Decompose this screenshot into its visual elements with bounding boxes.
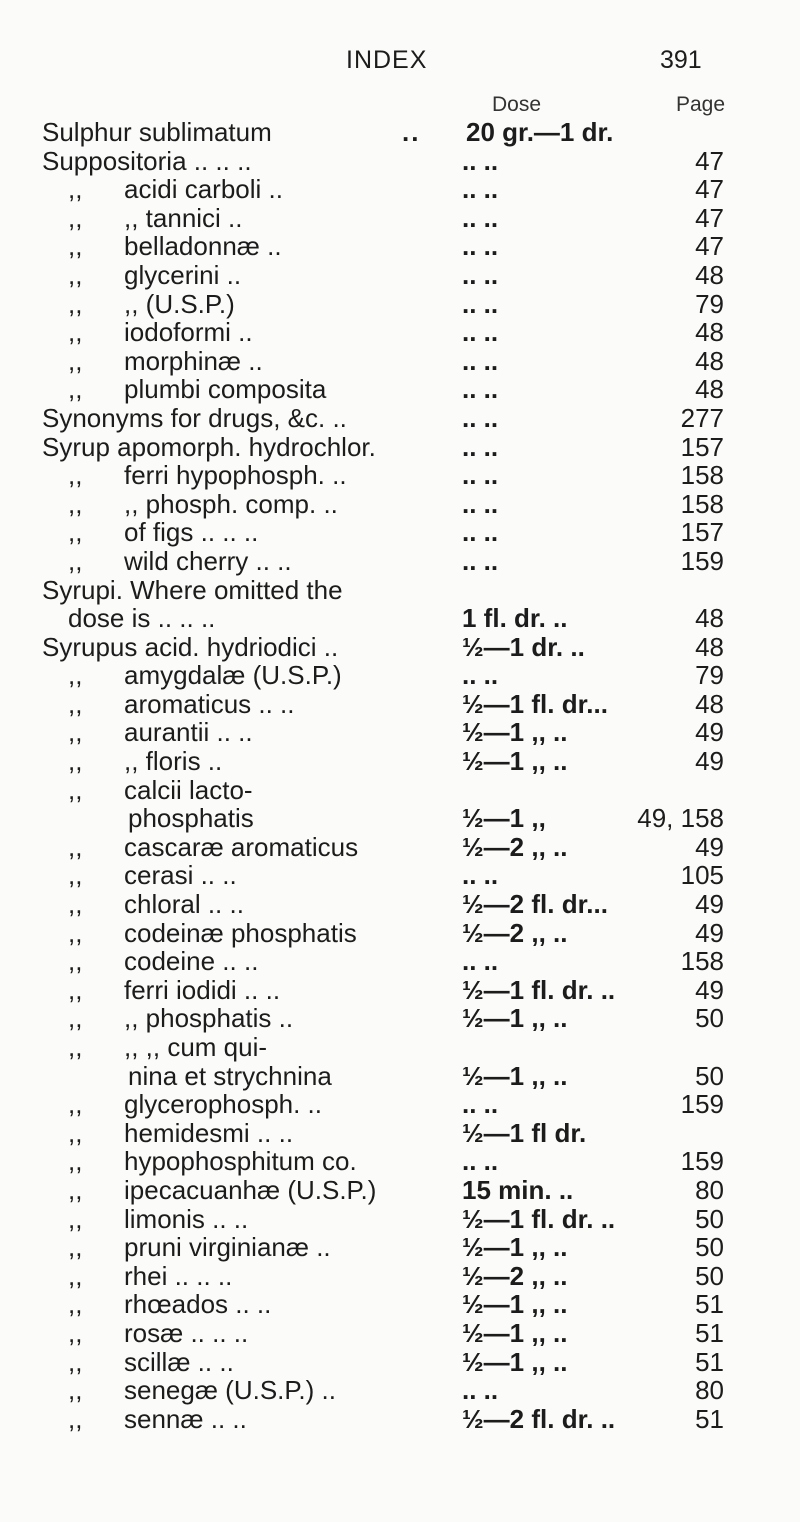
entry-name bbox=[68, 1262, 232, 1291]
index-entry bbox=[0, 604, 800, 633]
ditto-mark: ,, bbox=[68, 517, 83, 548]
entry-name bbox=[68, 232, 282, 261]
entry-page: 158 bbox=[680, 460, 724, 491]
index-entry bbox=[0, 1176, 800, 1205]
entry-text: ,, ,, cum qui- bbox=[124, 1032, 268, 1062]
entry-text: aromaticus .. .. bbox=[124, 688, 295, 719]
entry-text: glycerini .. bbox=[124, 259, 242, 290]
index-entry bbox=[0, 1004, 800, 1033]
entry-page: 48 bbox=[695, 345, 724, 376]
entry-dose: .. .. bbox=[462, 545, 499, 576]
header-title: INDEX bbox=[346, 46, 428, 74]
entry-name bbox=[68, 1376, 336, 1405]
entry-page: 48 bbox=[695, 317, 724, 348]
entry-page: 158 bbox=[680, 946, 724, 977]
entry-dose: .. .. bbox=[462, 259, 499, 290]
index-entry bbox=[0, 890, 800, 919]
entry-page: 50 bbox=[695, 1260, 724, 1291]
entry-text: ferri iodidi .. .. bbox=[124, 974, 281, 1005]
entry-dose: 15 min. .. bbox=[462, 1174, 574, 1205]
entry-dose: .. .. bbox=[462, 431, 499, 462]
index-entry bbox=[0, 375, 800, 404]
entry-text: ipecacuanhæ (U.S.P.) bbox=[124, 1174, 377, 1205]
entry-page: 80 bbox=[695, 1174, 724, 1205]
entry-name bbox=[68, 1290, 271, 1319]
entry-dose: ½—1 ,, .. bbox=[462, 1003, 568, 1034]
entry-name: Syrup apomorph. hydrochlor. bbox=[42, 431, 376, 462]
entry-name bbox=[68, 1119, 293, 1148]
entry-name bbox=[68, 776, 253, 805]
entry-name bbox=[68, 547, 292, 576]
index-entry bbox=[0, 919, 800, 948]
index-entry bbox=[0, 232, 800, 261]
entry-name bbox=[68, 1004, 293, 1033]
index-entry bbox=[0, 804, 800, 833]
entry-page: 49, 158 bbox=[637, 803, 724, 834]
index-entry bbox=[0, 718, 800, 747]
entry-page: 50 bbox=[695, 1003, 724, 1034]
entry-name bbox=[68, 318, 253, 347]
entry-page: 157 bbox=[680, 431, 724, 462]
entry-text: ,, phosph. comp. .. bbox=[124, 488, 338, 519]
entry-page: 48 bbox=[695, 374, 724, 405]
entry-dose: .. .. bbox=[462, 860, 499, 891]
entry-name bbox=[68, 204, 243, 233]
index-entry bbox=[0, 147, 800, 176]
entry-dose: ½—2 ,, .. bbox=[462, 831, 568, 862]
entry-dose: .. .. bbox=[462, 231, 499, 262]
ditto-mark: ,, bbox=[68, 974, 83, 1005]
entry-page: 159 bbox=[680, 1089, 724, 1120]
entry-text: ,, phosphatis .. bbox=[124, 1003, 294, 1034]
entry-text: scillæ .. .. bbox=[124, 1346, 234, 1377]
ditto-mark: ,, bbox=[68, 946, 83, 977]
entry-text: ,, (U.S.P.) bbox=[124, 288, 235, 319]
entry-page: 51 bbox=[695, 1289, 724, 1320]
entry-name bbox=[68, 175, 283, 204]
entry-text: rhœados .. .. bbox=[124, 1289, 272, 1320]
ditto-mark: ,, bbox=[68, 374, 83, 405]
ditto-mark: ,, bbox=[68, 688, 83, 719]
index-entry bbox=[0, 690, 800, 719]
entry-name bbox=[68, 1348, 234, 1377]
index-entry bbox=[0, 347, 800, 376]
entry-page: 50 bbox=[695, 1232, 724, 1263]
index-entry bbox=[0, 290, 800, 319]
entry-name: Syrupi. Where omitted the bbox=[42, 574, 343, 605]
index-entries bbox=[0, 118, 800, 1433]
ditto-mark: ,, bbox=[68, 1003, 83, 1034]
index-entry bbox=[0, 318, 800, 347]
entry-dose: ½—1 ,, .. bbox=[462, 1289, 568, 1320]
entry-page: 47 bbox=[695, 231, 724, 262]
page-column-header: Page bbox=[676, 93, 726, 116]
entry-page: 50 bbox=[695, 1060, 724, 1091]
entry-name bbox=[68, 261, 241, 290]
entry-page: 51 bbox=[695, 1317, 724, 1348]
entry-text: aurantii .. .. bbox=[124, 717, 253, 748]
entry-dose: ½—2 ,, .. bbox=[462, 917, 568, 948]
entry-text: glycerophosph. .. bbox=[124, 1089, 323, 1120]
entry-page: 159 bbox=[680, 545, 724, 576]
ditto-mark: ,, bbox=[68, 317, 83, 348]
entry-name bbox=[68, 347, 263, 376]
index-entry bbox=[0, 461, 800, 490]
index-entry bbox=[0, 1319, 800, 1348]
page-number: 391 bbox=[660, 46, 702, 74]
ditto-mark: ,, bbox=[68, 174, 83, 205]
entry-dose: 1 fl. dr. .. bbox=[462, 603, 568, 634]
entry-dose: ½—1 ,, .. bbox=[462, 1346, 568, 1377]
index-entry bbox=[0, 547, 800, 576]
entry-name bbox=[68, 375, 326, 404]
index-entry bbox=[0, 1205, 800, 1234]
index-entry bbox=[0, 1033, 800, 1062]
entry-page: 48 bbox=[695, 259, 724, 290]
entry-page: 49 bbox=[695, 889, 724, 920]
entry-name bbox=[68, 661, 342, 690]
ditto-mark: ,, bbox=[68, 1375, 83, 1406]
entry-text: sennæ .. .. bbox=[124, 1403, 247, 1434]
entry-text: pruni virginianæ .. bbox=[124, 1232, 331, 1263]
entry-dose: .. .. bbox=[462, 374, 499, 405]
entry-dose: ½—2 fl. dr... bbox=[462, 889, 608, 920]
index-entry bbox=[0, 1147, 800, 1176]
index-entry bbox=[0, 1090, 800, 1119]
ditto-mark: ,, bbox=[68, 860, 83, 891]
entry-name: phosphatis bbox=[128, 803, 254, 834]
entry-dose: .. .. bbox=[462, 1375, 499, 1406]
index-entry bbox=[0, 976, 800, 1005]
ditto-mark: ,, bbox=[68, 831, 83, 862]
entry-text: senegæ (U.S.P.) .. bbox=[124, 1375, 336, 1406]
index-entry bbox=[0, 261, 800, 290]
index-entry bbox=[0, 776, 800, 805]
entry-text: ,, tannici .. bbox=[124, 202, 243, 233]
entry-name: dose is .. .. .. bbox=[68, 603, 216, 634]
entry-name bbox=[68, 833, 358, 862]
entry-page: 49 bbox=[695, 831, 724, 862]
ditto-mark: ,, bbox=[68, 1289, 83, 1320]
entry-dose: .. .. bbox=[462, 345, 499, 376]
entry-text: acidi carboli .. bbox=[124, 174, 283, 205]
entry-page: 48 bbox=[695, 688, 724, 719]
entry-page: 80 bbox=[695, 1375, 724, 1406]
entry-dose: ½—1 ,, .. bbox=[462, 746, 568, 777]
entry-dose: ½—2 fl. dr. .. bbox=[462, 1403, 616, 1434]
entry-text: codeine .. .. bbox=[124, 946, 259, 977]
ditto-mark: ,, bbox=[68, 717, 83, 748]
ditto-mark: ,, bbox=[68, 231, 83, 262]
ditto-mark: ,, bbox=[68, 660, 83, 691]
ditto-mark: ,, bbox=[68, 202, 83, 233]
ditto-mark: ,, bbox=[68, 1317, 83, 1348]
index-entry bbox=[0, 404, 800, 433]
index-entry bbox=[0, 1119, 800, 1148]
ditto-mark: ,, bbox=[68, 345, 83, 376]
ditto-mark: ,, bbox=[68, 774, 83, 805]
entry-page: 49 bbox=[695, 917, 724, 948]
entry-name: Suppositoria .. .. .. bbox=[42, 145, 252, 176]
entry-name bbox=[68, 1090, 322, 1119]
entry-name bbox=[68, 690, 295, 719]
index-entry bbox=[0, 118, 800, 147]
index-entry bbox=[0, 518, 800, 547]
entry-page: 49 bbox=[695, 974, 724, 1005]
entry-dose: .. .. bbox=[462, 1146, 499, 1177]
entry-dose: ½—1 ,, .. bbox=[462, 717, 568, 748]
index-entry bbox=[0, 1290, 800, 1319]
index-entry bbox=[0, 947, 800, 976]
entry-page: 49 bbox=[695, 746, 724, 777]
entry-dose: .. .. bbox=[462, 460, 499, 491]
entry-name bbox=[68, 861, 237, 890]
entry-dose: ½—1 dr. .. bbox=[462, 631, 585, 662]
entry-name bbox=[68, 290, 235, 319]
entry-text: ferri hypophosph. .. bbox=[124, 460, 347, 491]
ditto-mark: ,, bbox=[68, 917, 83, 948]
entry-text: belladonnæ .. bbox=[124, 231, 282, 262]
entry-name bbox=[68, 1147, 357, 1176]
entry-dose: .. .. bbox=[462, 517, 499, 548]
entry-name bbox=[68, 976, 280, 1005]
dose-column-header: Dose bbox=[492, 93, 542, 116]
entry-text: codeinæ phosphatis bbox=[124, 917, 357, 948]
entry-name bbox=[68, 1233, 331, 1262]
index-entry bbox=[0, 1405, 800, 1434]
entry-name bbox=[68, 947, 258, 976]
index-entry bbox=[0, 204, 800, 233]
entry-name: nina et strychnina bbox=[128, 1060, 332, 1091]
ditto-mark: ,, bbox=[68, 1232, 83, 1263]
entry-dose: ½—1 fl. dr... bbox=[462, 688, 608, 719]
ditto-mark: ,, bbox=[68, 545, 83, 576]
entry-text: hypophosphitum co. bbox=[124, 1146, 357, 1177]
entry-text: calcii lacto- bbox=[124, 774, 253, 805]
entry-name: Synonyms for drugs, &c. .. bbox=[42, 402, 347, 433]
entry-dose: .. .. bbox=[462, 317, 499, 348]
entry-text: limonis .. .. bbox=[124, 1203, 249, 1234]
entry-name bbox=[68, 1033, 267, 1062]
index-entry bbox=[0, 1376, 800, 1405]
entry-text: amygdalæ (U.S.P.) bbox=[124, 660, 342, 691]
entry-page: 48 bbox=[695, 603, 724, 634]
entry-dose: ½—1 fl. dr. .. bbox=[462, 974, 616, 1005]
entry-text: plumbi composita bbox=[124, 374, 327, 405]
entry-page: 159 bbox=[680, 1146, 724, 1177]
entry-page: 47 bbox=[695, 202, 724, 233]
entry-page: 47 bbox=[695, 174, 724, 205]
entry-page: 79 bbox=[695, 660, 724, 691]
ditto-mark: ,, bbox=[68, 1117, 83, 1148]
ditto-mark: ,, bbox=[68, 288, 83, 319]
index-entry bbox=[0, 576, 800, 605]
entry-dose: ½—2 ,, .. bbox=[462, 1260, 568, 1291]
entry-dose: .. .. bbox=[462, 288, 499, 319]
entry-name bbox=[68, 1405, 247, 1434]
index-entry bbox=[0, 1262, 800, 1291]
index-entry bbox=[0, 175, 800, 204]
index-entry bbox=[0, 1233, 800, 1262]
ditto-mark: ,, bbox=[68, 746, 83, 777]
entry-dose: ½—1 ,, .. bbox=[462, 1060, 568, 1091]
index-entry bbox=[0, 433, 800, 462]
ditto-mark: ,, bbox=[68, 259, 83, 290]
entry-text: cascaræ aromaticus bbox=[124, 831, 359, 862]
entry-text: chloral .. .. bbox=[124, 889, 244, 920]
entry-page: 277 bbox=[680, 402, 724, 433]
entry-text: morphinæ .. bbox=[124, 345, 263, 376]
ditto-mark: ,, bbox=[68, 1346, 83, 1377]
entry-name bbox=[68, 1319, 248, 1348]
index-entry bbox=[0, 633, 800, 662]
index-entry bbox=[0, 833, 800, 862]
entry-name bbox=[68, 1176, 376, 1205]
entry-text: rhei .. .. .. bbox=[124, 1260, 233, 1291]
ditto-mark: ,, bbox=[68, 460, 83, 491]
entry-dose: .. .. bbox=[462, 402, 499, 433]
entry-name bbox=[68, 747, 222, 776]
entry-page: 105 bbox=[680, 860, 724, 891]
index-entry bbox=[0, 1348, 800, 1377]
entry-page: 158 bbox=[680, 488, 724, 519]
entry-text: hemidesmi .. .. bbox=[124, 1117, 294, 1148]
ditto-mark: ,, bbox=[68, 488, 83, 519]
entry-text: ,, floris .. bbox=[124, 746, 223, 777]
entry-name bbox=[68, 1205, 248, 1234]
entry-dose: ½—1 ,, .. bbox=[462, 1317, 568, 1348]
entry-dose: .. .. bbox=[462, 1089, 499, 1120]
entry-dose: ½—1 ,, bbox=[462, 803, 546, 834]
running-header bbox=[0, 46, 800, 82]
entry-page: 50 bbox=[695, 1203, 724, 1234]
entry-dose: .. .. bbox=[462, 145, 499, 176]
ditto-mark: ,, bbox=[68, 1032, 83, 1062]
entry-dose: .. .. bbox=[462, 946, 499, 977]
index-entry bbox=[0, 1062, 800, 1091]
ditto-mark: ,, bbox=[68, 1403, 83, 1434]
entry-text: of figs .. .. .. bbox=[124, 517, 259, 548]
entry-name bbox=[68, 718, 253, 747]
ditto-mark: ,, bbox=[68, 1174, 83, 1205]
entry-text: wild cherry .. .. bbox=[124, 545, 292, 576]
entry-name: Syrupus acid. hydriodici .. bbox=[42, 631, 339, 662]
entry-page: 49 bbox=[695, 717, 724, 748]
ditto-mark: ,, bbox=[68, 889, 83, 920]
entry-text: cerasi .. .. bbox=[124, 860, 237, 891]
entry-page: 51 bbox=[695, 1403, 724, 1434]
entry-dose: 20 gr.—1 dr. bbox=[466, 117, 614, 147]
ditto-mark: ,, bbox=[68, 1260, 83, 1291]
entry-name bbox=[68, 461, 347, 490]
entry-dose: ½—1 ,, .. bbox=[462, 1232, 568, 1263]
entry-dose: ½—1 fl dr. bbox=[462, 1117, 587, 1148]
entry-text: rosæ .. .. .. bbox=[124, 1317, 249, 1348]
entry-dose: .. .. bbox=[462, 174, 499, 205]
entry-page: 48 bbox=[695, 631, 724, 662]
entry-name bbox=[68, 919, 357, 948]
entry-text: iodoformi .. bbox=[124, 317, 253, 348]
index-entry bbox=[0, 490, 800, 519]
entry-page: 47 bbox=[695, 145, 724, 176]
entry-name bbox=[68, 890, 244, 919]
entry-page: 157 bbox=[680, 517, 724, 548]
ditto-mark: ,, bbox=[68, 1203, 83, 1234]
entry-dose: .. .. bbox=[462, 202, 499, 233]
ditto-mark: ,, bbox=[68, 1146, 83, 1177]
index-entry bbox=[0, 661, 800, 690]
entry-name bbox=[68, 518, 258, 547]
entry-dose: .. .. bbox=[462, 660, 499, 691]
entry-page: 51 bbox=[695, 1346, 724, 1377]
entry-name: Sulphur sublimatum bbox=[42, 117, 272, 147]
entry-page: 79 bbox=[695, 288, 724, 319]
entry-dose: .. .. bbox=[462, 488, 499, 519]
leader-dots: .. bbox=[402, 117, 421, 147]
index-entry bbox=[0, 747, 800, 776]
ditto-mark: ,, bbox=[68, 1089, 83, 1120]
entry-dose: ½—1 fl. dr. .. bbox=[462, 1203, 616, 1234]
entry-name bbox=[68, 490, 338, 519]
index-entry bbox=[0, 861, 800, 890]
